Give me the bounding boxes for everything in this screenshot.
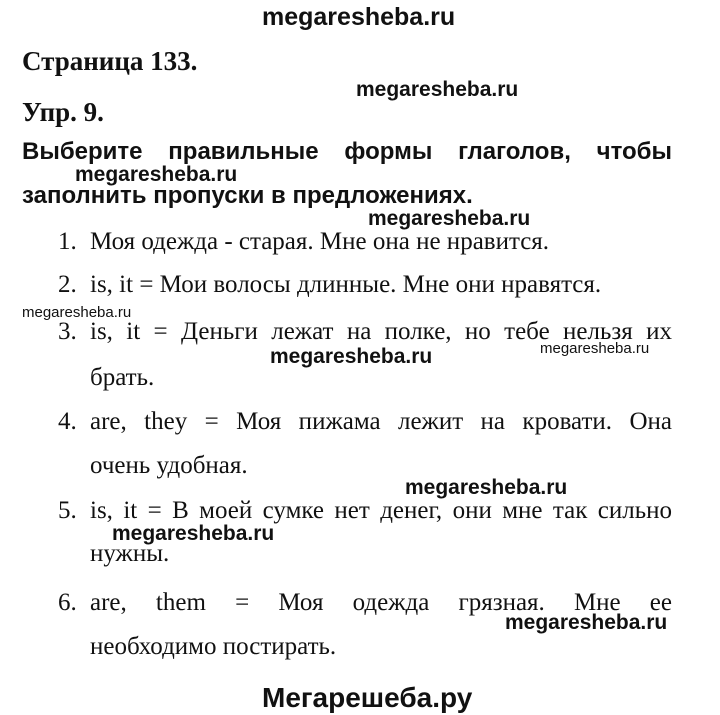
list-item <box>58 271 601 299</box>
list-item <box>58 497 672 525</box>
footer-brand: Мегарешеба.ру <box>262 682 473 713</box>
page-heading: Страница 133. <box>22 46 198 76</box>
watermark: megaresheba.ru <box>405 476 568 499</box>
item-number: 2. <box>58 271 77 298</box>
item-text: is, it = Деньги лежат на полке, но тебе нельзя их <box>90 318 672 345</box>
list-item <box>58 408 672 436</box>
item-text-continuation: нужны. <box>90 540 170 567</box>
item-text: are, them = Моя одежда грязная. Мне ее <box>90 589 672 616</box>
item-number: 3. <box>58 318 77 345</box>
watermark: megaresheba.ru <box>22 304 132 321</box>
list-item <box>58 228 549 256</box>
item-number: 4. <box>58 408 77 435</box>
item-text: is, it = Мои волосы длинные. Мне они нравятся. <box>90 271 602 298</box>
task-line-2: заполнить пропуски в предложениях. <box>22 182 473 209</box>
item-text: is, it = В моей сумке нет денег, они мне так сильно <box>90 497 672 524</box>
item-text-continuation: необходимо постирать. <box>90 633 337 660</box>
watermark: megaresheba.ru <box>75 163 238 186</box>
watermark: megaresheba.ru <box>540 340 650 357</box>
watermark: megaresheba.ru <box>356 78 519 101</box>
item-text: Моя одежда - старая. Мне она не нравится. <box>90 228 550 255</box>
watermark: megaresheba.ru <box>505 611 668 634</box>
item-text-continuation: очень удобная. <box>90 452 248 479</box>
item-number: 6. <box>58 589 77 616</box>
exercise-heading: Упр. 9. <box>22 97 104 127</box>
item-number: 1. <box>58 228 77 255</box>
item-text-continuation: брать. <box>90 364 155 391</box>
task-line-1: Выберите правильные формы глаголов, чтобы <box>22 138 672 165</box>
watermark-top: megaresheba.ru <box>262 3 456 31</box>
item-text: are, they = Моя пижама лежит на кровати. Она <box>90 408 672 435</box>
item-number: 5. <box>58 497 77 524</box>
watermark: megaresheba.ru <box>112 522 275 545</box>
watermark: megaresheba.ru <box>368 207 531 230</box>
watermark: megaresheba.ru <box>270 345 433 368</box>
